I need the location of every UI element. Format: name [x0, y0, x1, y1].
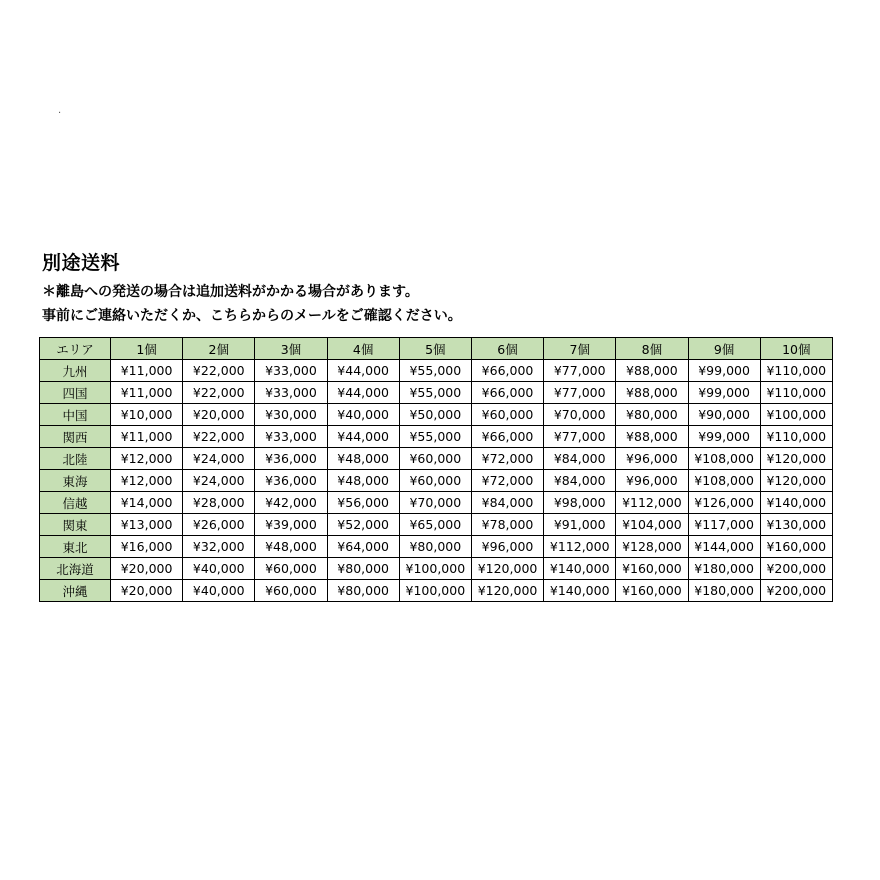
- price-cell: ¥40,000: [183, 580, 255, 602]
- table-row: [40, 514, 833, 536]
- price-cell: ¥20,000: [111, 580, 183, 602]
- price-cell: ¥48,000: [327, 470, 399, 492]
- price-cell: ¥120,000: [471, 558, 543, 580]
- price-cell: ¥66,000: [471, 382, 543, 404]
- price-cell: ¥60,000: [399, 470, 471, 492]
- column-header-qty-3: 3個: [255, 338, 327, 360]
- price-cell: ¥80,000: [399, 536, 471, 558]
- price-cell: ¥84,000: [471, 492, 543, 514]
- price-cell: ¥130,000: [760, 514, 832, 536]
- price-cell: ¥140,000: [760, 492, 832, 514]
- column-header-qty-2: 2個: [183, 338, 255, 360]
- price-cell: ¥44,000: [327, 382, 399, 404]
- price-cell: ¥100,000: [760, 404, 832, 426]
- price-cell: ¥13,000: [111, 514, 183, 536]
- price-cell: ¥160,000: [760, 536, 832, 558]
- shipping-fee-table: [39, 337, 833, 602]
- table-row: [40, 382, 833, 404]
- price-cell: ¥108,000: [688, 448, 760, 470]
- price-cell: ¥108,000: [688, 470, 760, 492]
- price-cell: ¥99,000: [688, 382, 760, 404]
- price-cell: ¥78,000: [471, 514, 543, 536]
- price-cell: ¥180,000: [688, 580, 760, 602]
- section-title: 別途送料: [42, 252, 121, 274]
- table-body: [40, 360, 833, 602]
- price-cell: ¥117,000: [688, 514, 760, 536]
- price-cell: ¥11,000: [111, 426, 183, 448]
- column-header-area: エリア: [40, 338, 111, 360]
- price-cell: ¥11,000: [111, 360, 183, 382]
- price-cell: ¥24,000: [183, 470, 255, 492]
- price-cell: ¥60,000: [471, 404, 543, 426]
- price-cell: ¥60,000: [255, 558, 327, 580]
- price-cell: ¥12,000: [111, 470, 183, 492]
- price-cell: ¥80,000: [327, 580, 399, 602]
- price-cell: ¥180,000: [688, 558, 760, 580]
- price-cell: ¥96,000: [471, 536, 543, 558]
- price-cell: ¥44,000: [327, 360, 399, 382]
- price-cell: ¥144,000: [688, 536, 760, 558]
- price-cell: ¥10,000: [111, 404, 183, 426]
- price-cell: ¥36,000: [255, 470, 327, 492]
- price-cell: ¥104,000: [616, 514, 688, 536]
- area-cell: 関西: [40, 426, 111, 448]
- price-cell: ¥200,000: [760, 580, 832, 602]
- price-cell: ¥88,000: [616, 382, 688, 404]
- area-cell: 東海: [40, 470, 111, 492]
- price-cell: ¥64,000: [327, 536, 399, 558]
- price-cell: ¥40,000: [183, 558, 255, 580]
- price-cell: ¥77,000: [544, 382, 616, 404]
- price-cell: ¥72,000: [471, 470, 543, 492]
- price-cell: ¥50,000: [399, 404, 471, 426]
- price-cell: ¥140,000: [544, 558, 616, 580]
- price-cell: ¥160,000: [616, 580, 688, 602]
- table-row: [40, 448, 833, 470]
- price-cell: ¥12,000: [111, 448, 183, 470]
- price-cell: ¥96,000: [616, 448, 688, 470]
- price-cell: ¥36,000: [255, 448, 327, 470]
- price-cell: ¥88,000: [616, 426, 688, 448]
- price-cell: ¥112,000: [616, 492, 688, 514]
- area-cell: 関東: [40, 514, 111, 536]
- table-row: [40, 558, 833, 580]
- column-header-qty-7: 7個: [544, 338, 616, 360]
- price-cell: ¥80,000: [616, 404, 688, 426]
- price-cell: ¥70,000: [399, 492, 471, 514]
- stray-dot: .: [58, 105, 62, 116]
- price-cell: ¥65,000: [399, 514, 471, 536]
- area-cell: 北海道: [40, 558, 111, 580]
- table-row: [40, 404, 833, 426]
- price-cell: ¥20,000: [183, 404, 255, 426]
- price-cell: ¥84,000: [544, 448, 616, 470]
- price-cell: ¥110,000: [760, 382, 832, 404]
- price-cell: ¥200,000: [760, 558, 832, 580]
- price-cell: ¥98,000: [544, 492, 616, 514]
- column-header-qty-9: 9個: [688, 338, 760, 360]
- column-header-qty-10: 10個: [760, 338, 832, 360]
- price-cell: ¥32,000: [183, 536, 255, 558]
- column-header-qty-1: 1個: [111, 338, 183, 360]
- price-cell: ¥48,000: [327, 448, 399, 470]
- price-cell: ¥33,000: [255, 426, 327, 448]
- column-header-qty-8: 8個: [616, 338, 688, 360]
- price-cell: ¥11,000: [111, 382, 183, 404]
- price-cell: ¥160,000: [616, 558, 688, 580]
- price-cell: ¥66,000: [471, 426, 543, 448]
- column-header-qty-6: 6個: [471, 338, 543, 360]
- price-cell: ¥30,000: [255, 404, 327, 426]
- price-cell: ¥120,000: [760, 448, 832, 470]
- price-cell: ¥55,000: [399, 382, 471, 404]
- price-cell: ¥120,000: [471, 580, 543, 602]
- table-row: [40, 470, 833, 492]
- price-cell: ¥20,000: [111, 558, 183, 580]
- price-cell: ¥120,000: [760, 470, 832, 492]
- area-cell: 沖縄: [40, 580, 111, 602]
- price-cell: ¥22,000: [183, 426, 255, 448]
- price-cell: ¥39,000: [255, 514, 327, 536]
- price-cell: ¥110,000: [760, 360, 832, 382]
- table-header-row: [40, 338, 833, 360]
- area-cell: 中国: [40, 404, 111, 426]
- price-cell: ¥126,000: [688, 492, 760, 514]
- area-cell: 四国: [40, 382, 111, 404]
- area-cell: 信越: [40, 492, 111, 514]
- price-cell: ¥26,000: [183, 514, 255, 536]
- table-row: [40, 580, 833, 602]
- area-cell: 九州: [40, 360, 111, 382]
- table-row: [40, 492, 833, 514]
- price-cell: ¥77,000: [544, 426, 616, 448]
- price-cell: ¥72,000: [471, 448, 543, 470]
- price-cell: ¥96,000: [616, 470, 688, 492]
- price-cell: ¥70,000: [544, 404, 616, 426]
- price-cell: ¥48,000: [255, 536, 327, 558]
- price-cell: ¥22,000: [183, 360, 255, 382]
- price-cell: ¥44,000: [327, 426, 399, 448]
- column-header-qty-4: 4個: [327, 338, 399, 360]
- price-cell: ¥60,000: [399, 448, 471, 470]
- column-header-qty-5: 5個: [399, 338, 471, 360]
- table-row: [40, 360, 833, 382]
- price-cell: ¥40,000: [327, 404, 399, 426]
- price-cell: ¥100,000: [399, 558, 471, 580]
- price-cell: ¥91,000: [544, 514, 616, 536]
- price-cell: ¥84,000: [544, 470, 616, 492]
- note-remote-islands: ＊離島への発送の場合は追加送料がかかる場合があります。: [42, 284, 419, 300]
- price-cell: ¥60,000: [255, 580, 327, 602]
- price-cell: ¥42,000: [255, 492, 327, 514]
- price-cell: ¥33,000: [255, 382, 327, 404]
- table-row: [40, 536, 833, 558]
- price-cell: ¥55,000: [399, 360, 471, 382]
- price-cell: ¥52,000: [327, 514, 399, 536]
- price-cell: ¥16,000: [111, 536, 183, 558]
- price-cell: ¥33,000: [255, 360, 327, 382]
- area-cell: 北陸: [40, 448, 111, 470]
- price-cell: ¥90,000: [688, 404, 760, 426]
- price-cell: ¥112,000: [544, 536, 616, 558]
- price-cell: ¥99,000: [688, 426, 760, 448]
- price-cell: ¥80,000: [327, 558, 399, 580]
- price-cell: ¥140,000: [544, 580, 616, 602]
- price-cell: ¥100,000: [399, 580, 471, 602]
- price-cell: ¥24,000: [183, 448, 255, 470]
- price-cell: ¥56,000: [327, 492, 399, 514]
- price-cell: ¥128,000: [616, 536, 688, 558]
- price-cell: ¥28,000: [183, 492, 255, 514]
- area-cell: 東北: [40, 536, 111, 558]
- price-cell: ¥55,000: [399, 426, 471, 448]
- price-cell: ¥66,000: [471, 360, 543, 382]
- note-contact: 事前にご連絡いただくか、こちらからのメールをご確認ください。: [42, 308, 462, 324]
- price-cell: ¥14,000: [111, 492, 183, 514]
- price-cell: ¥77,000: [544, 360, 616, 382]
- price-cell: ¥88,000: [616, 360, 688, 382]
- price-cell: ¥99,000: [688, 360, 760, 382]
- price-cell: ¥22,000: [183, 382, 255, 404]
- price-cell: ¥110,000: [760, 426, 832, 448]
- table-row: [40, 426, 833, 448]
